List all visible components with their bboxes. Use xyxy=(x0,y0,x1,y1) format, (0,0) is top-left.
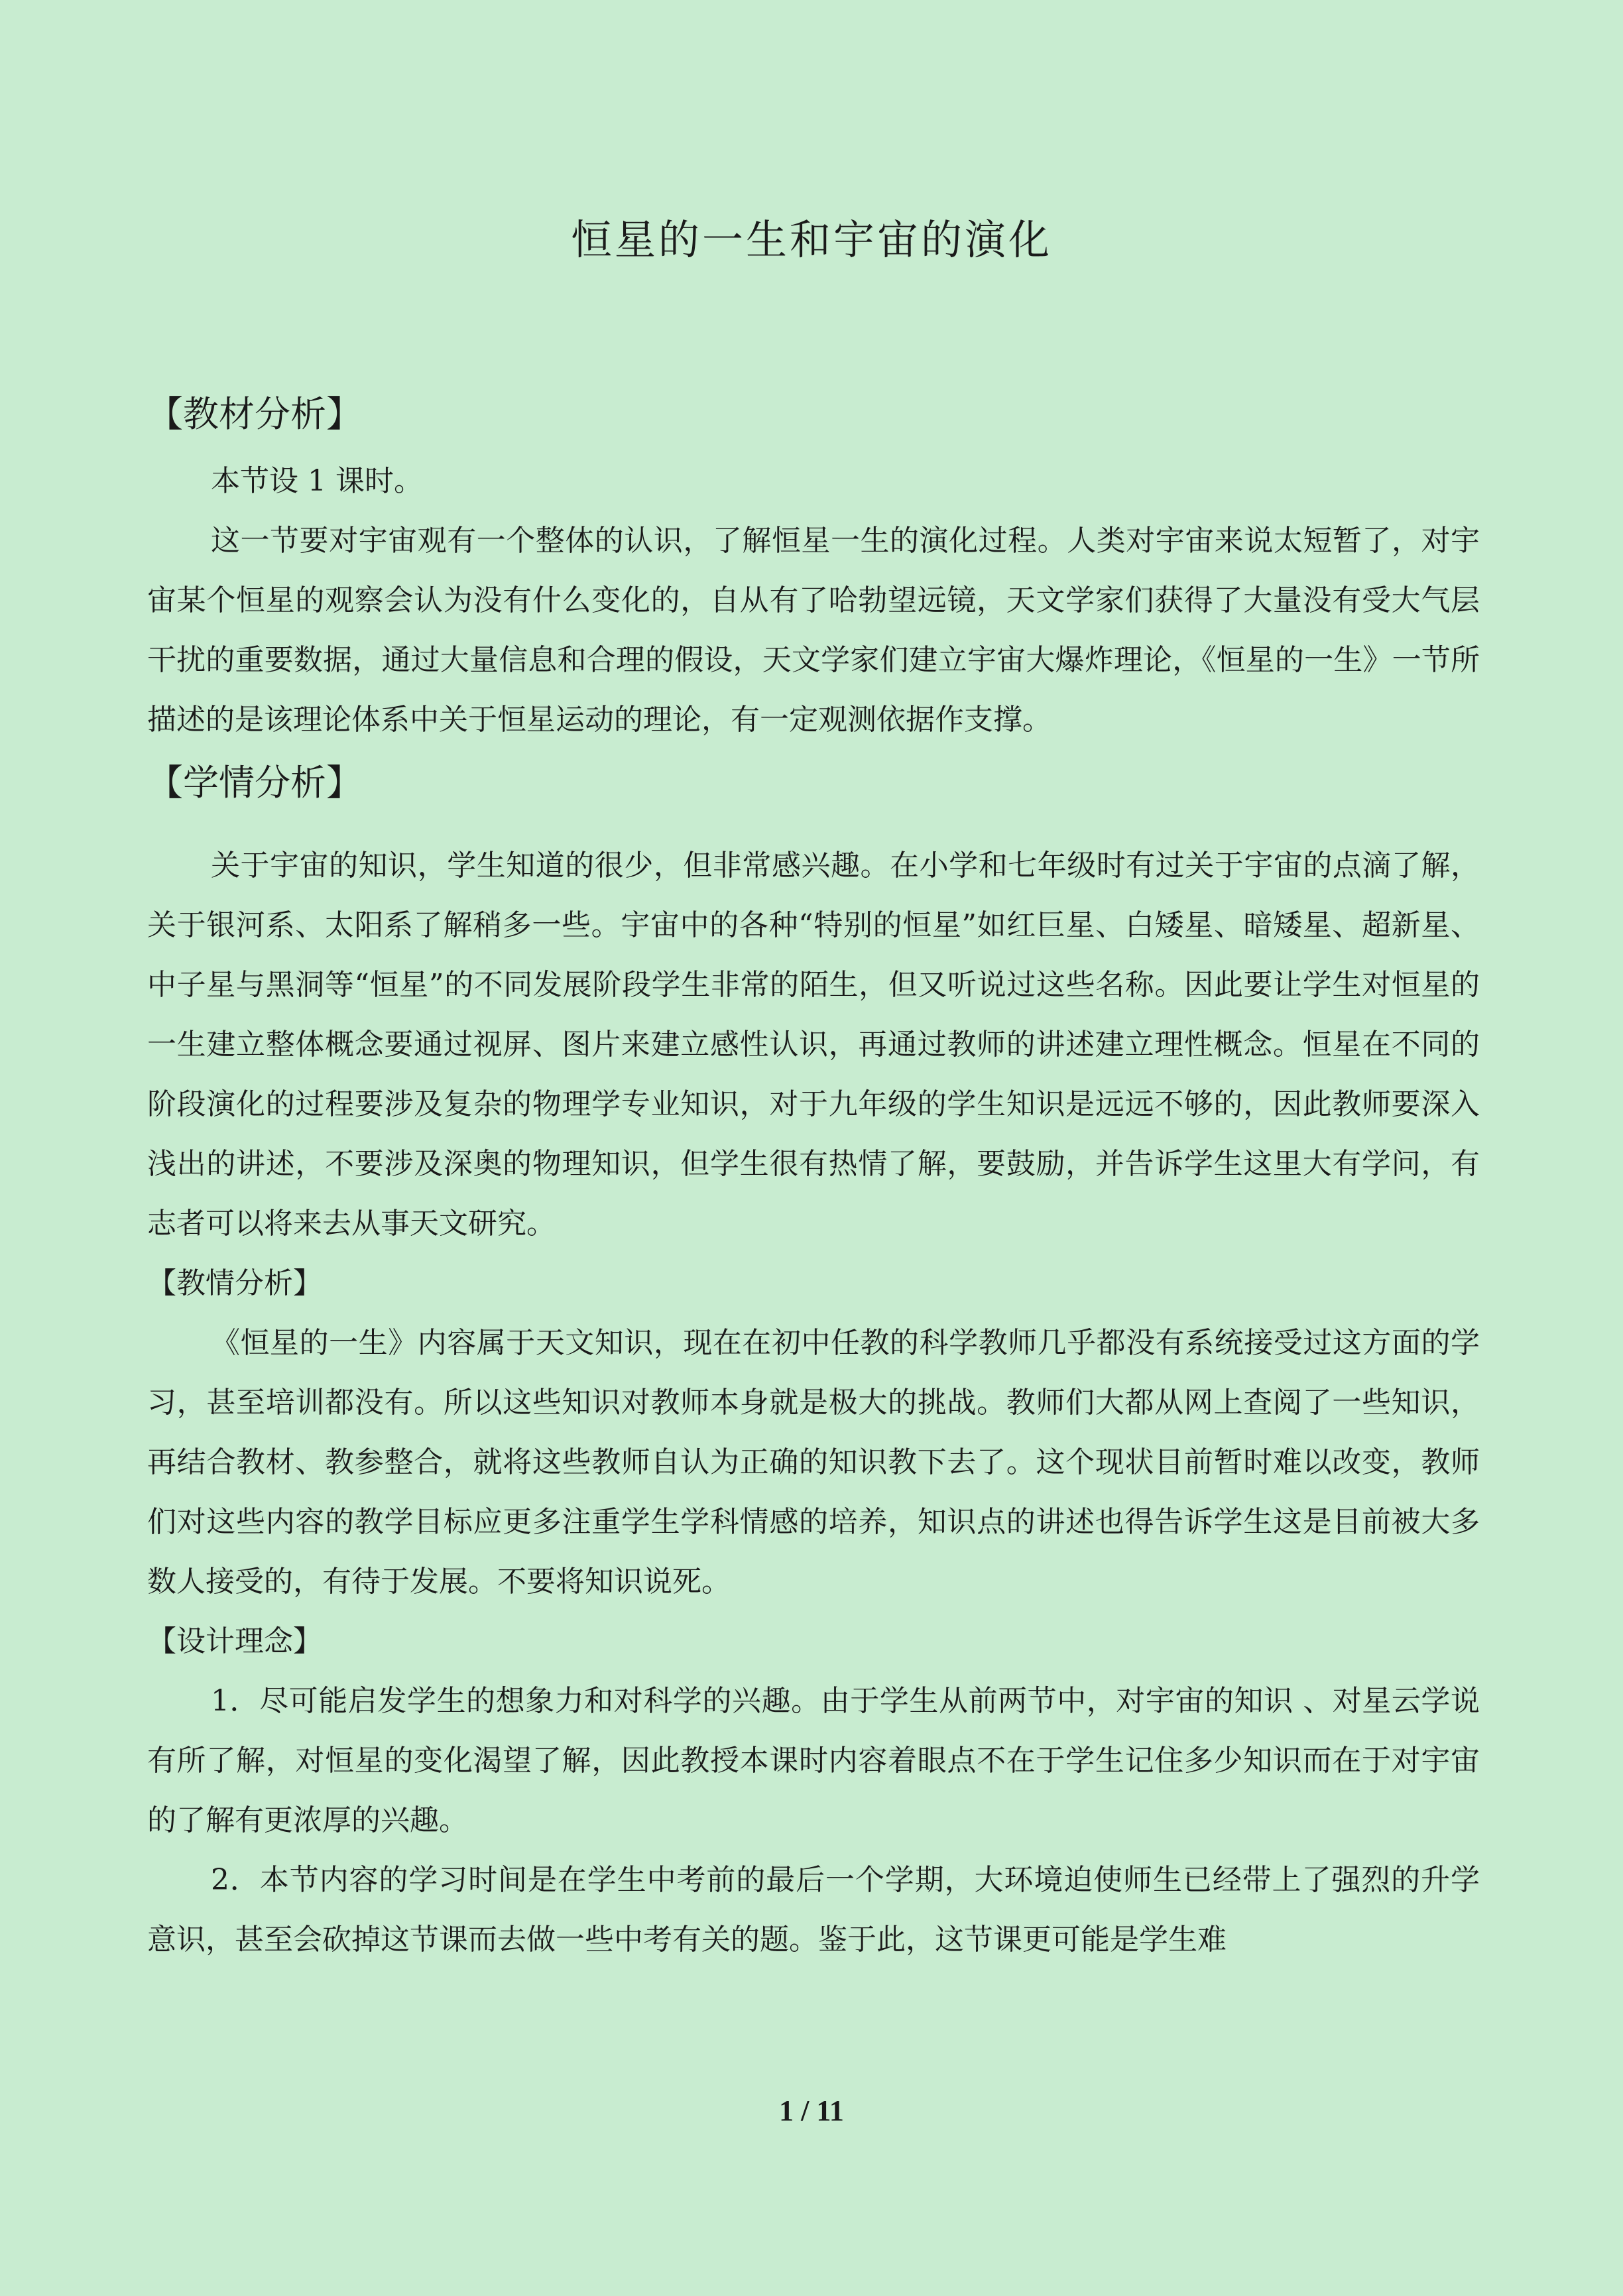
paragraph: 这一节要对宇宙观有一个整体的认识，了解恒星一生的演化过程。人类对宇宙来说太短暂了，对宇宙某个恒星的观察会认为没有什么变化的，自从有了哈勃望远镜，天文学家们获得了大量没有受大气层干扰的重要数据，通过大量信息和合理的假设，天文学家们建立宇宙大爆炸理论，《恒星的一生》一节所描述的是该理论体系中关于恒星运动的理论，有一定观测依据作支撑。 xyxy=(147,524,1480,737)
section-heading-textbook-analysis: 【教材分析】 xyxy=(147,393,362,435)
paragraph: 关于宇宙的知识，学生知道的很少，但非常感兴趣。在小学和七年级时有过关于宇宙的点滴了解，关于银河系、太阳系了解稍多一些。宇宙中的各种“特别的恒星”如红巨星、白矮星、暗矮星、超新星、中子星与黑洞等“恒星”的不同发展阶段学生非常的陌生，但又听说过这些名称。因此要让学生对恒星的一生建立整体概念要通过视屏、图片来建立感性认识，再通过教师的讲述建立理性概念。恒星在不同的阶段演化的过程要涉及复杂的物理学专业知识，对于九年级的学生知识是远远不够的，因此教师要深入浅出的讲述，不要涉及深奥的物理知识，但学生很有热情了解，要鼓励，并告诉学生这里大有学问，有志者可以将来去从事天文研究。 xyxy=(147,849,1480,1240)
document-title: 恒星的一生和宇宙的演化 xyxy=(570,215,1052,264)
section-heading-teaching-analysis: 【教情分析】 xyxy=(147,1266,322,1300)
section-heading-design-concept: 【设计理念】 xyxy=(147,1624,322,1658)
paragraph: 本节设 1 课时。 xyxy=(211,464,423,498)
paragraph: 《恒星的一生》内容属于天文知识，现在在初中任教的科学教师几乎都没有系统接受过这方面的学习，甚至培训都没有。所以这些知识对教师本身就是极大的挑战。教师们大都从网上查阅了一些知识，再结合教材、教参整合，就将这些教师自认为正确的知识教下去了。这个现状目前暂时难以改变，教师们对这些内容的教学目标应更多注重学生学科情感的培养，知识点的讲述也得告诉学生这是目前被大多数人接受的，有待于发展。不要将知识说死。 xyxy=(147,1326,1480,1599)
paragraph: 1．尽可能启发学生的想象力和对科学的兴趣。由于学生从前两节中，对宇宙的知识 、对星云学说有所了解，对恒星的变化渴望了解，因此教授本课时内容着眼点不在于学生记住多少知识而在于对宇宙的了解有更浓厚的兴趣。 xyxy=(147,1684,1480,1837)
document-body xyxy=(147,381,1480,1970)
paragraph: 2．本节内容的学习时间是在学生中考前的最后一个学期，大环境迫使师生已经带上了强烈的升学意识，甚至会砍掉这节课而去做一些中考有关的题。鉴于此，这节课更可能是学生难 xyxy=(147,1863,1480,1957)
page-number: 1 / 11 xyxy=(779,2094,844,2127)
section-heading-student-analysis: 【学情分析】 xyxy=(147,762,362,804)
